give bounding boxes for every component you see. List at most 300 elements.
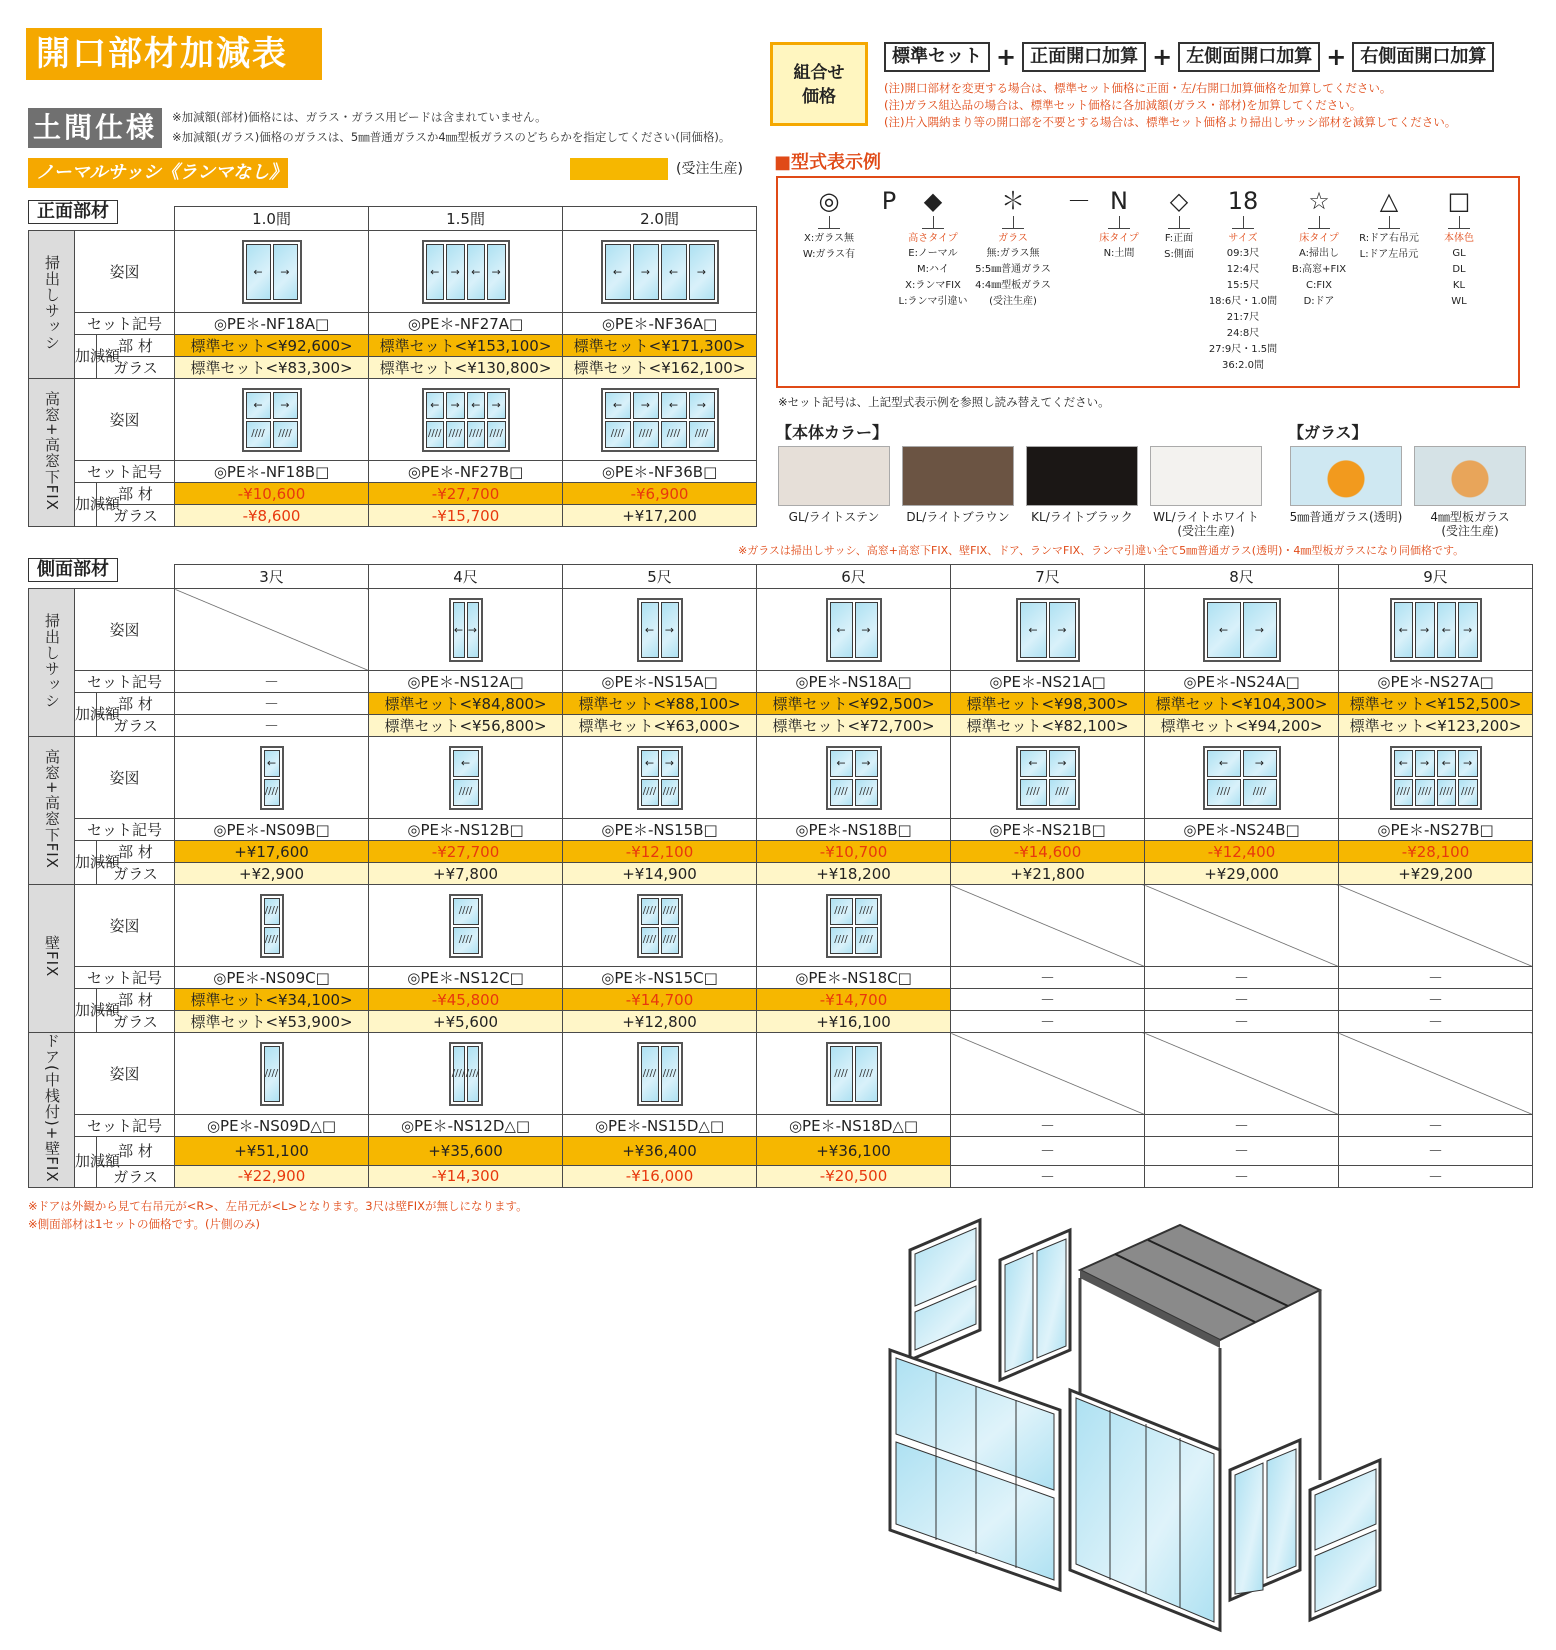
model-symbol: 18 [1227, 187, 1259, 215]
window-figure [1016, 746, 1080, 810]
set-code: － [951, 967, 1145, 989]
set-code: － [1339, 1115, 1533, 1137]
set-code-row-label: セット記号 [75, 1115, 175, 1137]
window-figure [601, 388, 719, 452]
glass-pane: ← [453, 750, 479, 777]
tag-standard-set: 標準セット [884, 42, 990, 72]
tag-left-add: 左側面開口加算 [1178, 42, 1320, 72]
set-code: ◎PE＊-NS27B□ [1339, 819, 1533, 841]
model-symbol: ☆ [1308, 187, 1330, 215]
figure-cell [369, 589, 563, 671]
set-code-row-label: セット記号 [75, 967, 175, 989]
model-symbol: P [881, 187, 897, 215]
glass-pane: → [273, 392, 298, 419]
model-symbol: ◆ [923, 187, 943, 215]
glass-pane: → [1415, 602, 1435, 658]
glass-pane: //// [830, 898, 853, 925]
category-text: ドア(中桟付)+壁FIX [43, 1033, 61, 1183]
parts-price: -¥28,100 [1339, 841, 1533, 863]
parts-price: +¥36,400 [563, 1137, 757, 1166]
model-value: 4:4㎜型板ガラス [975, 280, 1051, 291]
window-figure [449, 746, 483, 810]
model-column [1288, 186, 1350, 310]
glass-price: 標準セット<¥83,300> [175, 357, 369, 379]
window-figure [637, 746, 683, 810]
glass-price: 標準セット<¥162,100> [563, 357, 757, 379]
combo-note-1: (注)開口部材を変更する場合は、標準セット価格に正面・左/右開口加算価格を加算してください。 [884, 81, 1392, 95]
category-text: 壁FIX [43, 935, 61, 978]
model-value: 12:4尺 [1226, 264, 1260, 275]
parts-price: 標準セット<¥152,500> [1339, 693, 1533, 715]
window-figure [637, 894, 683, 958]
model-column [1358, 186, 1420, 263]
front-section-label: 正面部材 [28, 200, 118, 224]
window-figure [422, 240, 510, 304]
glass-pane: //// [855, 927, 878, 954]
glass-pane: //// [830, 927, 853, 954]
parts-row-label: 部 材 [97, 693, 175, 715]
glass-pane: //// [1415, 779, 1435, 806]
figure-cell [369, 737, 563, 819]
glass-price: 標準セット<¥63,000> [563, 715, 757, 737]
glass-pane: ← [605, 244, 631, 300]
glass-pane: //// [467, 421, 486, 448]
set-code: － [951, 1115, 1145, 1137]
glass-pane: ← [1207, 750, 1241, 777]
glass-price: +¥29,200 [1339, 863, 1533, 885]
glass-name: 4㎜型板ガラス [1430, 510, 1510, 524]
window-figure [449, 598, 483, 662]
glass-pane: //// [830, 1046, 853, 1102]
set-code: ◎PE＊-NS09B□ [175, 819, 369, 841]
glass-pane: ← [661, 244, 687, 300]
glass-pane: → [1458, 750, 1478, 777]
glass-pane: //// [855, 779, 878, 806]
glass-price: 標準セット<¥130,800> [369, 357, 563, 379]
set-code: ◎PE＊-NS24A□ [1145, 671, 1339, 693]
glass-pane: //// [830, 779, 853, 806]
figure-cell [1145, 737, 1339, 819]
parts-price: 標準セット<¥92,600> [175, 335, 369, 357]
glass-price: 標準セット<¥94,200> [1145, 715, 1339, 737]
glass-row-label: ガラス [97, 715, 175, 737]
glass-pane: → [1415, 750, 1435, 777]
window-figure [601, 240, 719, 304]
model-value: E:ノーマル [908, 248, 958, 259]
page-title: 開口部材加減表 [26, 28, 322, 80]
parts-price: 標準セット<¥34,100> [175, 989, 369, 1011]
figure-cell [563, 589, 757, 671]
model-value: L:ドア左吊元 [1359, 249, 1419, 260]
plus-sign: + [996, 43, 1017, 71]
parts-price: -¥14,700 [757, 989, 951, 1011]
glass-row-label: ガラス [97, 505, 175, 527]
glass-title: 【ガラス】 [1288, 423, 1368, 442]
glass-pane: ← [453, 602, 465, 658]
glass-pane: //// [1020, 779, 1047, 806]
window-figure [826, 598, 882, 662]
glass-pane: //// [661, 927, 679, 954]
parts-price: +¥51,100 [175, 1137, 369, 1166]
size-header: 8尺 [1145, 565, 1339, 589]
glass-price: － [951, 1011, 1145, 1033]
kagen-label: 加減額 [75, 693, 97, 737]
glass-price: -¥16,000 [563, 1165, 757, 1187]
category-label [29, 737, 75, 885]
model-value: KL [1452, 280, 1466, 291]
glass-pane: → [1243, 750, 1277, 777]
figure-cell [757, 589, 951, 671]
parts-price: -¥14,600 [951, 841, 1145, 863]
order-legend-text: (受注生産) [676, 161, 743, 177]
model-column [1428, 186, 1490, 310]
glass-price: +¥5,600 [369, 1011, 563, 1033]
figure-cell [951, 885, 1145, 967]
glass-pane: ← [1394, 750, 1414, 777]
window-figure [637, 598, 683, 662]
glass-pane: //// [661, 779, 679, 806]
parts-row-label: 部 材 [97, 841, 175, 863]
glass-pane: ← [1394, 602, 1414, 658]
parts-price: 標準セット<¥84,800> [369, 693, 563, 715]
window-figure [826, 894, 882, 958]
model-example-title: ■型式表示例 [774, 152, 882, 173]
glass-pane: → [1243, 602, 1277, 658]
model-symbol: － [1067, 187, 1091, 215]
parts-row-label: 部 材 [97, 335, 175, 357]
figure-cell [563, 737, 757, 819]
set-code: ◎PE＊-NS12C□ [369, 967, 563, 989]
glass-pane: //// [641, 927, 659, 954]
model-value: 5:5㎜普通ガラス [975, 264, 1051, 275]
model-value: S:側面 [1164, 249, 1194, 260]
glass-pane: → [467, 602, 479, 658]
glass-price: +¥12,800 [563, 1011, 757, 1033]
glass-pane: ← [1437, 602, 1457, 658]
parts-price: － [951, 989, 1145, 1011]
window-figure [1390, 746, 1482, 810]
model-label: サイズ [1228, 233, 1258, 244]
figure-cell [175, 379, 369, 461]
figure-cell [563, 231, 757, 313]
window-figure [1390, 598, 1482, 662]
set-code: ◎PE＊-NS18A□ [757, 671, 951, 693]
figure-cell [563, 885, 757, 967]
combo-note-2: (注)ガラス組込品の場合は、標準セット価格に各加減額(ガラス・部材)を加算してください。 [884, 98, 1362, 112]
model-label: 高さタイプ [908, 233, 958, 244]
parts-price: 標準セット<¥92,500> [757, 693, 951, 715]
set-code: ◎PE＊-NS15C□ [563, 967, 757, 989]
parts-price: -¥10,600 [175, 483, 369, 505]
glass-price: 標準セット<¥56,800> [369, 715, 563, 737]
set-code: ◎PE＊-NS27A□ [1339, 671, 1533, 693]
set-code: ◎PE＊-NS12D△□ [369, 1115, 563, 1137]
parts-price: － [1145, 1137, 1339, 1166]
bottom-note-2: ※側面部材は1セットの価格です。(片側のみ) [28, 1217, 261, 1231]
parts-price: -¥27,700 [369, 841, 563, 863]
figure-cell [1145, 589, 1339, 671]
glass-pane: ← [605, 392, 631, 419]
model-value: R:ドア右吊元 [1359, 233, 1419, 244]
figure-cell [1145, 885, 1339, 967]
glass-pane: ← [467, 392, 486, 419]
window-figure [260, 746, 284, 810]
model-column [1088, 186, 1150, 262]
window-figure [242, 240, 302, 304]
parts-price: 標準セット<¥98,300> [951, 693, 1145, 715]
glass-pane: //// [1394, 779, 1414, 806]
glass-pane: ← [1207, 602, 1241, 658]
glass-pane: //// [426, 421, 445, 448]
size-header: 7尺 [951, 565, 1145, 589]
set-code: ◎PE＊-NF18A□ [175, 313, 369, 335]
glass-sample [1414, 446, 1526, 506]
figure-row-label: 姿図 [75, 231, 175, 313]
figure-cell [757, 737, 951, 819]
size-header: 1.5間 [369, 207, 563, 231]
model-label: ガラス [998, 233, 1028, 244]
glass-pane: ← [830, 750, 853, 777]
parts-price: － [1339, 989, 1533, 1011]
parts-price: 標準セット<¥171,300> [563, 335, 757, 357]
glass-pane: → [446, 244, 465, 300]
glass-price: +¥14,900 [563, 863, 757, 885]
model-label: 床タイプ [1299, 233, 1339, 244]
set-code: ◎PE＊-NF36A□ [563, 313, 757, 335]
top-note-1: ※加減額(部材)価格には、ガラス・ガラス用ビードは含まれていません。 [172, 110, 547, 124]
window-figure [449, 894, 483, 958]
category-text: 掃出しサッシ [43, 254, 61, 351]
parts-price: － [1339, 1137, 1533, 1166]
model-footnote: ※セット記号は、上記型式表示例を参照し読み替えてください。 [778, 395, 1110, 409]
glass-pane: → [689, 392, 715, 419]
set-code: ◎PE＊-NF36B□ [563, 461, 757, 483]
body-color-name: GL/ライトステン [788, 510, 880, 524]
glass-price: － [1145, 1011, 1339, 1033]
parts-price: － [1145, 989, 1339, 1011]
model-value: F:正面 [1164, 233, 1194, 244]
figure-cell [1339, 885, 1533, 967]
glass-pane: //// [855, 1046, 878, 1102]
bottom-note-1: ※ドアは外観から見て右吊元が<R>、左吊元が<L>となります。3尺は壁FIXが無しになります。 [28, 1199, 528, 1213]
glass-pane: //// [264, 779, 280, 806]
glass-pane: //// [641, 898, 659, 925]
size-header: 5尺 [563, 565, 757, 589]
model-value: M:ハイ [917, 264, 949, 275]
glass-pane: → [633, 392, 659, 419]
figure-cell [563, 1033, 757, 1115]
body-color-swatch [778, 446, 890, 506]
parts-price: -¥10,700 [757, 841, 951, 863]
figure-row-label: 姿図 [75, 589, 175, 671]
header-blank [29, 207, 175, 231]
parts-row-label: 部 材 [97, 989, 175, 1011]
combo-label-2: 価格 [802, 87, 836, 107]
glass-pane: → [1049, 602, 1076, 658]
figure-cell [369, 1033, 563, 1115]
window-figure [260, 1042, 284, 1106]
glass-pane: ← [426, 244, 445, 300]
model-symbol: ＊ [1001, 187, 1025, 215]
body-color-title: 【本体カラー】 [776, 423, 889, 442]
parts-price: -¥27,700 [369, 483, 563, 505]
top-note-2: ※加減額(ガラス)価格のガラスは、5㎜普通ガラスか4㎜型板ガラスのどちらかを指定してください(同価格)。 [172, 130, 731, 144]
spec-label: 土間仕様 [28, 108, 162, 148]
glass-pane: → [661, 602, 679, 658]
glass-pane: ← [426, 392, 445, 419]
body-color-sub: (受注生産) [1177, 524, 1235, 538]
glass-pane: //// [453, 779, 479, 806]
glass-price: 標準セット<¥53,900> [175, 1011, 369, 1033]
model-value: 21:7尺 [1226, 312, 1260, 323]
model-value: B:高窓+FIX [1291, 264, 1347, 275]
tag-front-add: 正面開口加算 [1022, 42, 1146, 72]
set-code: ◎PE＊-NS15D△□ [563, 1115, 757, 1137]
front-parts-table [28, 206, 757, 527]
figure-cell [369, 885, 563, 967]
combo-label-1: 組合せ [793, 63, 845, 83]
figure-cell [175, 885, 369, 967]
set-code: ◎PE＊-NS18C□ [757, 967, 951, 989]
glass-price: － [175, 715, 369, 737]
set-code-row-label: セット記号 [75, 671, 175, 693]
body-color-name: DL/ライトブラウン [906, 510, 1010, 524]
category-label [29, 589, 75, 737]
glass-pane: → [633, 244, 659, 300]
model-label: 本体色 [1444, 233, 1474, 244]
body-color-swatch [902, 446, 1014, 506]
glass-pane: //// [661, 898, 679, 925]
glass-price: +¥7,800 [369, 863, 563, 885]
glass-pane: ← [641, 602, 659, 658]
model-column [798, 186, 860, 263]
figure-cell [951, 1033, 1145, 1115]
glass-pane: //// [264, 1046, 280, 1102]
size-header: 1.0間 [175, 207, 369, 231]
body-color-swatch [1026, 446, 1138, 506]
glass-pane: //// [1207, 779, 1241, 806]
normal-sash-label: ノーマルサッシ《ランマなし》 [28, 158, 288, 188]
glass-price: 標準セット<¥123,200> [1339, 715, 1533, 737]
glass-price: +¥29,000 [1145, 863, 1339, 885]
model-symbol: □ [1447, 187, 1471, 215]
set-code: ◎PE＊-NS21A□ [951, 671, 1145, 693]
glass-pane: → [1458, 602, 1478, 658]
plus-sign: + [1326, 43, 1347, 71]
glass-pane: → [487, 392, 506, 419]
glass-pane: //// [689, 421, 715, 448]
model-value: W:ガラス有 [802, 249, 856, 260]
model-column [968, 186, 1058, 310]
parts-row-label: 部 材 [97, 1137, 175, 1166]
model-value: 36:2.0間 [1222, 360, 1264, 371]
glass-pane: ← [661, 392, 687, 419]
glass-price: -¥8,600 [175, 505, 369, 527]
set-code: ◎PE＊-NS12A□ [369, 671, 563, 693]
window-figure [422, 388, 510, 452]
glass-pane: //// [1049, 779, 1076, 806]
glass-pane: → [855, 750, 878, 777]
set-code: ◎PE＊-NF18B□ [175, 461, 369, 483]
body-color-name: KL/ライトブラック [1031, 510, 1133, 524]
set-code: － [1145, 967, 1339, 989]
glass-pane: //// [467, 1046, 479, 1102]
window-figure [1016, 598, 1080, 662]
category-label [29, 231, 75, 379]
glass-price: -¥20,500 [757, 1165, 951, 1187]
kagen-label: 加減額 [75, 335, 97, 379]
set-code: ◎PE＊-NF27A□ [369, 313, 563, 335]
figure-cell [175, 737, 369, 819]
glass-pane: //// [273, 421, 298, 448]
glass-sub: (受注生産) [1441, 524, 1499, 538]
glass-price: +¥21,800 [951, 863, 1145, 885]
figure-cell [175, 231, 369, 313]
model-value: 18:6尺・1.0間 [1208, 296, 1278, 307]
kagen-label: 加減額 [75, 989, 97, 1033]
kagen-label: 加減額 [75, 483, 97, 527]
glass-price: － [1145, 1165, 1339, 1187]
model-value: C:FIX [1306, 280, 1332, 291]
glass-pane: //// [1243, 779, 1277, 806]
set-code: ◎PE＊-NS18B□ [757, 819, 951, 841]
model-symbol: N [1110, 187, 1128, 215]
window-figure [449, 1042, 483, 1106]
window-figure [1203, 598, 1281, 662]
header-blank [29, 565, 175, 589]
glass-pane: ← [1437, 750, 1457, 777]
glass-price: － [951, 1165, 1145, 1187]
set-code: ◎PE＊-NS15B□ [563, 819, 757, 841]
set-code: ◎PE＊-NS09D△□ [175, 1115, 369, 1137]
parts-price: － [175, 693, 369, 715]
category-text: 高窓+高窓下FIX [43, 748, 61, 869]
model-value: N:土間 [1103, 248, 1135, 259]
glass-price: +¥2,900 [175, 863, 369, 885]
glass-price: 標準セット<¥72,700> [757, 715, 951, 737]
set-code-row-label: セット記号 [75, 819, 175, 841]
glass-pane: //// [661, 1046, 679, 1102]
glass-pane: ← [246, 244, 271, 300]
parts-price: 標準セット<¥104,300> [1145, 693, 1339, 715]
category-label [29, 885, 75, 1033]
glass-pane: //// [641, 1046, 659, 1102]
model-value: 09:3尺 [1226, 248, 1260, 259]
model-value: A:掃出し [1298, 248, 1340, 259]
glass-pane: //// [1437, 779, 1457, 806]
glass-price: +¥16,100 [757, 1011, 951, 1033]
side-parts-table [28, 564, 1533, 1188]
combo-price-box [770, 42, 868, 126]
model-value: GL [1452, 248, 1466, 259]
set-code: ◎PE＊-NS24B□ [1145, 819, 1339, 841]
figure-row-label: 姿図 [75, 885, 175, 967]
window-figure [242, 388, 302, 452]
model-symbol: ◎ [818, 187, 840, 215]
glass-pane: → [1049, 750, 1076, 777]
figure-cell [757, 1033, 951, 1115]
glass-pane: //// [641, 779, 659, 806]
glass-pane: → [661, 750, 679, 777]
kagen-label: 加減額 [75, 841, 97, 885]
glass-pane: → [446, 392, 465, 419]
set-code-row-label: セット記号 [75, 461, 175, 483]
set-code: － [1339, 967, 1533, 989]
parts-price: -¥14,700 [563, 989, 757, 1011]
glass-sample [1290, 446, 1402, 506]
glass-pane: ← [641, 750, 659, 777]
glass-pane: ← [1020, 750, 1047, 777]
